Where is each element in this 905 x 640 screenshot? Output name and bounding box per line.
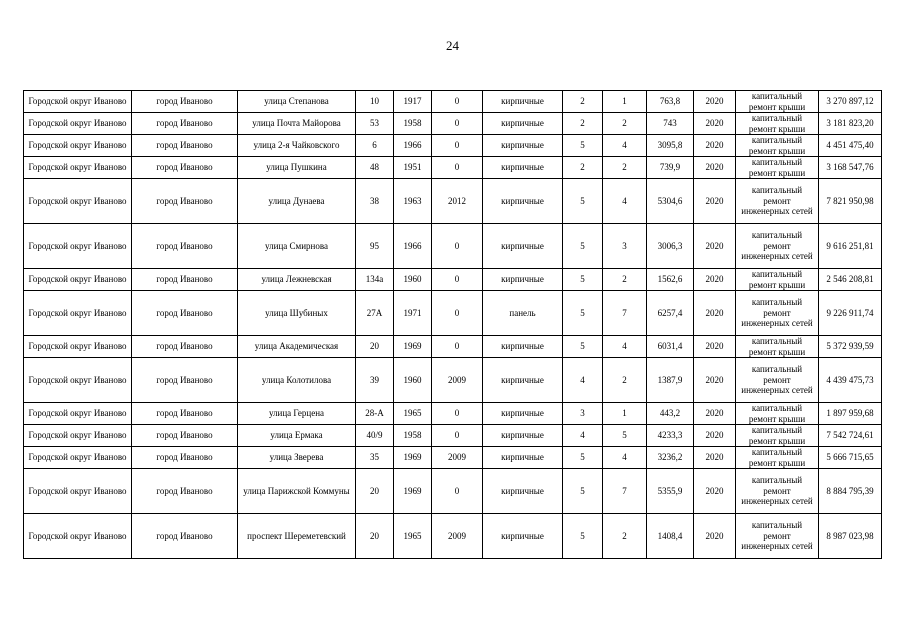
cell-year-reconstruction: 0 — [432, 291, 483, 336]
cell-floors: 5 — [563, 447, 603, 469]
cell-floors: 5 — [563, 224, 603, 269]
cell-area: 1387,9 — [647, 358, 694, 403]
cell-area: 443,2 — [647, 403, 694, 425]
cell-entrances: 2 — [603, 157, 647, 179]
cell-year-built: 1966 — [394, 135, 432, 157]
cell-floors: 5 — [563, 269, 603, 291]
cell-house-number: 95 — [356, 224, 394, 269]
cell-year-reconstruction: 2009 — [432, 514, 483, 559]
cell-wall-material: кирпичные — [483, 514, 563, 559]
cell-cost: 4 451 475,40 — [819, 135, 882, 157]
cell-repair-type: капитальный ремонт крыши — [736, 336, 819, 358]
cell-repair-type: капитальный ремонт инженерных сетей — [736, 291, 819, 336]
cell-area: 5304,6 — [647, 179, 694, 224]
cell-repair-type: капитальный ремонт крыши — [736, 135, 819, 157]
cell-year-built: 1963 — [394, 179, 432, 224]
cell-year-built: 1960 — [394, 358, 432, 403]
table-row — [24, 157, 882, 179]
cell-year-reconstruction: 0 — [432, 157, 483, 179]
cell-year-reconstruction: 2012 — [432, 179, 483, 224]
cell-repair-type: капитальный ремонт крыши — [736, 157, 819, 179]
cell-street: улица Парижской Коммуны — [238, 469, 356, 514]
cell-floors: 5 — [563, 469, 603, 514]
cell-floors: 2 — [563, 113, 603, 135]
table-row — [24, 179, 882, 224]
table-row — [24, 514, 882, 559]
cell-street: улица Смирнова — [238, 224, 356, 269]
cell-year-built: 1917 — [394, 91, 432, 113]
cell-street: улица Шубиных — [238, 291, 356, 336]
cell-year-reconstruction: 0 — [432, 91, 483, 113]
cell-entrances: 2 — [603, 113, 647, 135]
cell-wall-material: кирпичные — [483, 336, 563, 358]
cell-year-reconstruction: 0 — [432, 224, 483, 269]
cell-settlement: город Иваново — [132, 113, 238, 135]
cell-street: улица Почта Майорова — [238, 113, 356, 135]
table-row — [24, 425, 882, 447]
cell-year-built: 1960 — [394, 269, 432, 291]
cell-street: улица Пушкина — [238, 157, 356, 179]
cell-area: 3095,8 — [647, 135, 694, 157]
cell-house-number: 20 — [356, 514, 394, 559]
cell-floors: 5 — [563, 291, 603, 336]
cell-street: улица Колотилова — [238, 358, 356, 403]
cell-house-number: 20 — [356, 336, 394, 358]
repair-table — [23, 90, 882, 559]
cell-repair-type: капитальный ремонт инженерных сетей — [736, 179, 819, 224]
cell-house-number: 28-А — [356, 403, 394, 425]
cell-floors: 4 — [563, 358, 603, 403]
cell-floors: 2 — [563, 157, 603, 179]
cell-settlement: город Иваново — [132, 469, 238, 514]
cell-municipality: Городской округ Иваново — [24, 291, 132, 336]
cell-year-built: 1951 — [394, 157, 432, 179]
cell-area: 5355,9 — [647, 469, 694, 514]
cell-year-reconstruction: 0 — [432, 113, 483, 135]
cell-wall-material: кирпичные — [483, 447, 563, 469]
cell-settlement: город Иваново — [132, 269, 238, 291]
cell-settlement: город Иваново — [132, 336, 238, 358]
cell-cost: 4 439 475,73 — [819, 358, 882, 403]
cell-year-built: 1969 — [394, 447, 432, 469]
cell-repair-type: капитальный ремонт инженерных сетей — [736, 514, 819, 559]
cell-year-reconstruction: 0 — [432, 269, 483, 291]
cell-year-built: 1971 — [394, 291, 432, 336]
cell-area: 6257,4 — [647, 291, 694, 336]
table-row — [24, 358, 882, 403]
cell-entrances: 4 — [603, 447, 647, 469]
cell-house-number: 48 — [356, 157, 394, 179]
cell-municipality: Городской округ Иваново — [24, 179, 132, 224]
cell-cost: 2 546 208,81 — [819, 269, 882, 291]
cell-street: улица Степанова — [238, 91, 356, 113]
cell-entrances: 2 — [603, 514, 647, 559]
cell-repair-year: 2020 — [694, 135, 736, 157]
cell-area: 739,9 — [647, 157, 694, 179]
cell-wall-material: кирпичные — [483, 469, 563, 514]
cell-municipality: Городской округ Иваново — [24, 514, 132, 559]
cell-repair-year: 2020 — [694, 113, 736, 135]
cell-wall-material: кирпичные — [483, 135, 563, 157]
cell-repair-type: капитальный ремонт крыши — [736, 425, 819, 447]
table-row — [24, 135, 882, 157]
cell-repair-year: 2020 — [694, 447, 736, 469]
cell-entrances: 2 — [603, 269, 647, 291]
cell-street: улица Лежневская — [238, 269, 356, 291]
cell-repair-year: 2020 — [694, 179, 736, 224]
cell-settlement: город Иваново — [132, 358, 238, 403]
table-row — [24, 91, 882, 113]
cell-year-reconstruction: 0 — [432, 135, 483, 157]
cell-municipality: Городской округ Иваново — [24, 135, 132, 157]
cell-house-number: 40/9 — [356, 425, 394, 447]
cell-year-built: 1965 — [394, 514, 432, 559]
cell-wall-material: кирпичные — [483, 157, 563, 179]
cell-wall-material: кирпичные — [483, 224, 563, 269]
table-row — [24, 224, 882, 269]
cell-municipality: Городской округ Иваново — [24, 403, 132, 425]
cell-repair-year: 2020 — [694, 91, 736, 113]
cell-entrances: 1 — [603, 91, 647, 113]
cell-repair-year: 2020 — [694, 425, 736, 447]
cell-municipality: Городской округ Иваново — [24, 358, 132, 403]
page-number: 24 — [446, 38, 459, 53]
cell-entrances: 4 — [603, 179, 647, 224]
cell-municipality: Городской округ Иваново — [24, 425, 132, 447]
cell-area: 743 — [647, 113, 694, 135]
table-row — [24, 447, 882, 469]
cell-cost: 8 987 023,98 — [819, 514, 882, 559]
cell-floors: 5 — [563, 179, 603, 224]
cell-municipality: Городской округ Иваново — [24, 336, 132, 358]
cell-year-built: 1965 — [394, 403, 432, 425]
cell-entrances: 1 — [603, 403, 647, 425]
cell-settlement: город Иваново — [132, 224, 238, 269]
cell-house-number: 10 — [356, 91, 394, 113]
cell-house-number: 39 — [356, 358, 394, 403]
cell-floors: 3 — [563, 403, 603, 425]
cell-entrances: 4 — [603, 336, 647, 358]
table-row — [24, 469, 882, 514]
cell-area: 1562,6 — [647, 269, 694, 291]
cell-house-number: 20 — [356, 469, 394, 514]
cell-street: улица Зверева — [238, 447, 356, 469]
cell-settlement: город Иваново — [132, 157, 238, 179]
cell-wall-material: кирпичные — [483, 358, 563, 403]
cell-area: 6031,4 — [647, 336, 694, 358]
cell-year-built: 1958 — [394, 425, 432, 447]
cell-repair-year: 2020 — [694, 269, 736, 291]
cell-repair-year: 2020 — [694, 336, 736, 358]
cell-repair-year: 2020 — [694, 469, 736, 514]
cell-settlement: город Иваново — [132, 179, 238, 224]
cell-area: 3006,3 — [647, 224, 694, 269]
cell-year-built: 1966 — [394, 224, 432, 269]
cell-wall-material: кирпичные — [483, 113, 563, 135]
cell-year-reconstruction: 2009 — [432, 358, 483, 403]
cell-wall-material: кирпичные — [483, 425, 563, 447]
cell-cost: 1 897 959,68 — [819, 403, 882, 425]
cell-municipality: Городской округ Иваново — [24, 91, 132, 113]
cell-settlement: город Иваново — [132, 514, 238, 559]
cell-house-number: 6 — [356, 135, 394, 157]
cell-house-number: 53 — [356, 113, 394, 135]
cell-area: 3236,2 — [647, 447, 694, 469]
cell-entrances: 3 — [603, 224, 647, 269]
cell-repair-year: 2020 — [694, 403, 736, 425]
table-row — [24, 269, 882, 291]
cell-settlement: город Иваново — [132, 403, 238, 425]
cell-repair-type: капитальный ремонт инженерных сетей — [736, 358, 819, 403]
cell-street: улица Герцена — [238, 403, 356, 425]
cell-cost: 7 542 724,61 — [819, 425, 882, 447]
cell-repair-year: 2020 — [694, 358, 736, 403]
cell-wall-material: кирпичные — [483, 269, 563, 291]
cell-cost: 7 821 950,98 — [819, 179, 882, 224]
table-row — [24, 336, 882, 358]
cell-house-number: 35 — [356, 447, 394, 469]
cell-repair-year: 2020 — [694, 224, 736, 269]
cell-cost: 8 884 795,39 — [819, 469, 882, 514]
cell-year-built: 1958 — [394, 113, 432, 135]
cell-repair-year: 2020 — [694, 157, 736, 179]
cell-year-built: 1969 — [394, 469, 432, 514]
cell-repair-type: капитальный ремонт крыши — [736, 447, 819, 469]
cell-repair-year: 2020 — [694, 514, 736, 559]
cell-municipality: Городской округ Иваново — [24, 447, 132, 469]
cell-settlement: город Иваново — [132, 425, 238, 447]
cell-repair-type: капитальный ремонт крыши — [736, 91, 819, 113]
cell-municipality: Городской округ Иваново — [24, 269, 132, 291]
cell-year-reconstruction: 0 — [432, 336, 483, 358]
cell-settlement: город Иваново — [132, 135, 238, 157]
cell-entrances: 7 — [603, 291, 647, 336]
table-row — [24, 403, 882, 425]
cell-street: улица Ермака — [238, 425, 356, 447]
cell-house-number: 134а — [356, 269, 394, 291]
cell-wall-material: кирпичные — [483, 91, 563, 113]
cell-year-reconstruction: 2009 — [432, 447, 483, 469]
cell-year-reconstruction: 0 — [432, 425, 483, 447]
cell-cost: 5 372 939,59 — [819, 336, 882, 358]
cell-house-number: 38 — [356, 179, 394, 224]
cell-year-built: 1969 — [394, 336, 432, 358]
cell-street: улица Академическая — [238, 336, 356, 358]
cell-area: 763,8 — [647, 91, 694, 113]
cell-floors: 4 — [563, 425, 603, 447]
cell-municipality: Городской округ Иваново — [24, 469, 132, 514]
cell-floors: 5 — [563, 135, 603, 157]
cell-cost: 3 168 547,76 — [819, 157, 882, 179]
cell-area: 1408,4 — [647, 514, 694, 559]
cell-entrances: 5 — [603, 425, 647, 447]
cell-area: 4233,3 — [647, 425, 694, 447]
table-body — [24, 91, 882, 559]
cell-floors: 2 — [563, 91, 603, 113]
cell-municipality: Городской округ Иваново — [24, 113, 132, 135]
cell-repair-type: капитальный ремонт инженерных сетей — [736, 224, 819, 269]
cell-house-number: 27А — [356, 291, 394, 336]
cell-municipality: Городской округ Иваново — [24, 157, 132, 179]
cell-cost: 3 181 823,20 — [819, 113, 882, 135]
cell-entrances: 2 — [603, 358, 647, 403]
cell-year-reconstruction: 0 — [432, 469, 483, 514]
cell-repair-type: капитальный ремонт крыши — [736, 403, 819, 425]
cell-cost: 3 270 897,12 — [819, 91, 882, 113]
cell-cost: 5 666 715,65 — [819, 447, 882, 469]
cell-settlement: город Иваново — [132, 91, 238, 113]
cell-wall-material: кирпичные — [483, 179, 563, 224]
cell-cost: 9 616 251,81 — [819, 224, 882, 269]
cell-floors: 5 — [563, 514, 603, 559]
cell-street: улица 2-я Чайковского — [238, 135, 356, 157]
cell-wall-material: панель — [483, 291, 563, 336]
table-row — [24, 291, 882, 336]
cell-settlement: город Иваново — [132, 447, 238, 469]
cell-cost: 9 226 911,74 — [819, 291, 882, 336]
cell-repair-type: капитальный ремонт крыши — [736, 113, 819, 135]
cell-repair-type: капитальный ремонт крыши — [736, 269, 819, 291]
cell-repair-year: 2020 — [694, 291, 736, 336]
cell-year-reconstruction: 0 — [432, 403, 483, 425]
cell-street: улица Дунаева — [238, 179, 356, 224]
cell-floors: 5 — [563, 336, 603, 358]
cell-settlement: город Иваново — [132, 291, 238, 336]
cell-street: проспект Шереметевский — [238, 514, 356, 559]
cell-entrances: 4 — [603, 135, 647, 157]
cell-municipality: Городской округ Иваново — [24, 224, 132, 269]
table-row — [24, 113, 882, 135]
cell-repair-type: капитальный ремонт инженерных сетей — [736, 469, 819, 514]
cell-entrances: 7 — [603, 469, 647, 514]
cell-wall-material: кирпичные — [483, 403, 563, 425]
